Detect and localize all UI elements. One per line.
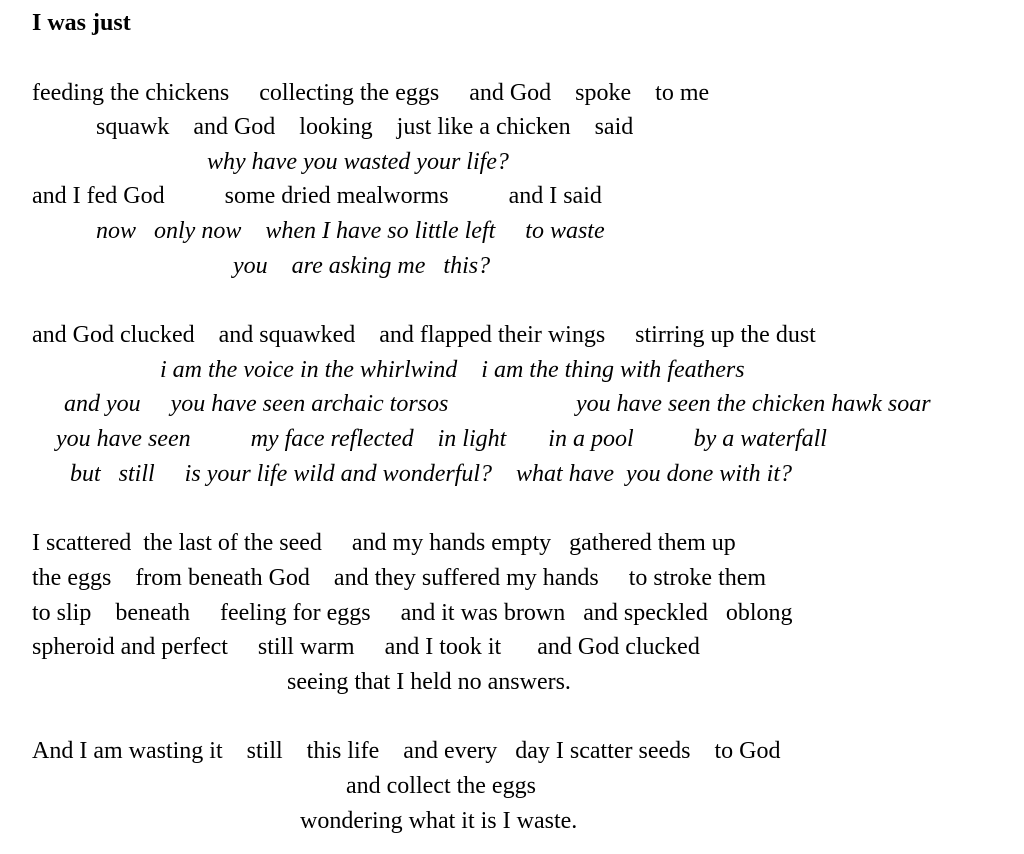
poem-line: feeding the chickens collecting the eggs and God spoke to me [32, 80, 710, 106]
poem-line: why have you wasted your life? [207, 149, 509, 175]
poem-line: the eggs from beneath God and they suffered my hands to stroke them [32, 565, 767, 591]
poem-line: and collect the eggs [346, 773, 536, 799]
poem-line: and God clucked and squawked and flapped their wings stirring up the dust [32, 322, 816, 348]
poem-line: seeing that I held no answers. [287, 669, 571, 695]
poem-line: squawk and God looking just like a chicken said [96, 114, 634, 140]
poem-line: wondering what it is I waste. [300, 808, 578, 834]
poem-line: you are asking me this? [233, 253, 491, 279]
poem-line: and you you have seen archaic torsos [64, 391, 449, 417]
poem-line: you have seen the chicken hawk soar [576, 391, 931, 417]
poem-line: and I fed God some dried mealworms and I said [32, 183, 602, 209]
poem-title: I was just [32, 10, 131, 36]
poem-line: I scattered the last of the seed and my hands empty gathered them up [32, 530, 736, 556]
poem-line: but still is your life wild and wonderful? what have you done with it? [70, 461, 792, 487]
poem-line: i am the voice in the whirlwind i am the thing with feathers [160, 357, 745, 383]
poem-line: you have seen my face reflected in light in a pool by a waterfall [56, 426, 827, 452]
poem-line: And I am wasting it still this life and every day I scatter seeds to God [32, 738, 781, 764]
poem-line: spheroid and perfect still warm and I took it and God clucked [32, 634, 700, 660]
poem-line: now only now when I have so little left to waste [96, 218, 605, 244]
poem-line: to slip beneath feeling for eggs and it was brown and speckled oblong [32, 600, 793, 626]
